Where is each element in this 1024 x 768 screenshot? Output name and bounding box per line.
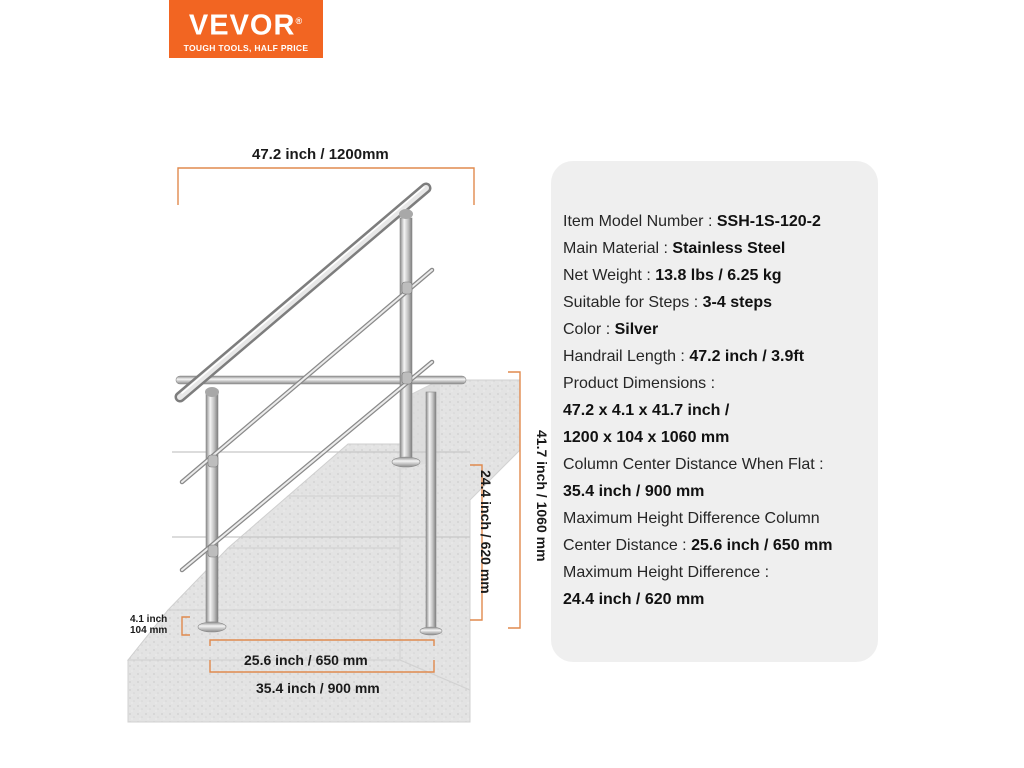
spec-max-column-distance: Maximum Height Difference Column [563,510,820,527]
base-width-mm: 104 mm [130,625,168,636]
spec-max-height: Maximum Height Difference : [563,564,770,581]
spec-weight: Net Weight : 13.8 lbs / 6.25 kg [563,267,782,284]
spec-product-dimensions: Product Dimensions : [563,375,716,392]
handrail [182,187,424,393]
base-width-label [130,614,167,636]
handrail-length-label: 47.2 inch / 1200mm [252,146,389,163]
brand-tagline: TOUGH TOOLS, HALF PRICE [183,42,309,53]
spec-color: Color : Silver [563,321,659,338]
spec-product-dimensions-inch: 47.2 x 4.1 x 41.7 inch / [563,402,730,419]
column-center-diff-label: 25.6 inch / 650 mm [244,652,368,668]
spec-material: Main Material : Stainless Steel [563,240,786,257]
spec-model: Item Model Number : SSH-1S-120-2 [563,213,821,230]
spec-max-column-distance-value: 25.6 inch / 650 mm [691,537,833,554]
stairs [128,380,520,722]
brand-name: VEVOR [188,9,296,42]
spec-steps: Suitable for Steps : 3-4 steps [563,294,773,311]
spec-handrail: Handrail Length : 47.2 inch / 3.9ft [563,348,805,365]
spec-flat-distance-value: 35.4 inch / 900 mm [563,483,705,500]
height-difference-label: 24.4 inch / 620 mm [478,470,494,594]
base-width-inch: 4.1 inch [130,614,168,625]
spec-product-dimensions-mm: 1200 x 104 x 1060 mm [563,429,730,446]
column-center-flat-label: 35.4 inch / 900 mm [256,680,380,696]
registered-mark: ® [295,16,304,26]
flat-rail [176,376,466,384]
spec-flat-distance: Column Center Distance When Flat : [563,456,824,473]
spec-max-height-value: 24.4 inch / 620 mm [563,591,705,608]
spec-list: Item Model Number : SSH-1S-120-2 Main Material : Stainless Steel Net Weight : 13.8 lbs / 6.25 kg Suitable for Steps : 3-4 steps Color : Silver Handrail Length : 47.2 inch / 3.9ft Product Dimensions : 47.2 x 4.1 x 41.7 inch / 1200 x 104 x 1060 mm Column Center Distance When Flat : 35.4 inch / 900 mm Maximum Height Difference Column Center Distance : 25.6 inch / 650 mm Maximum Height Difference : 24.4 inch / 620 mm [563,208,832,613]
total-height-label: 41.7 inch / 1060 mm [534,430,550,562]
